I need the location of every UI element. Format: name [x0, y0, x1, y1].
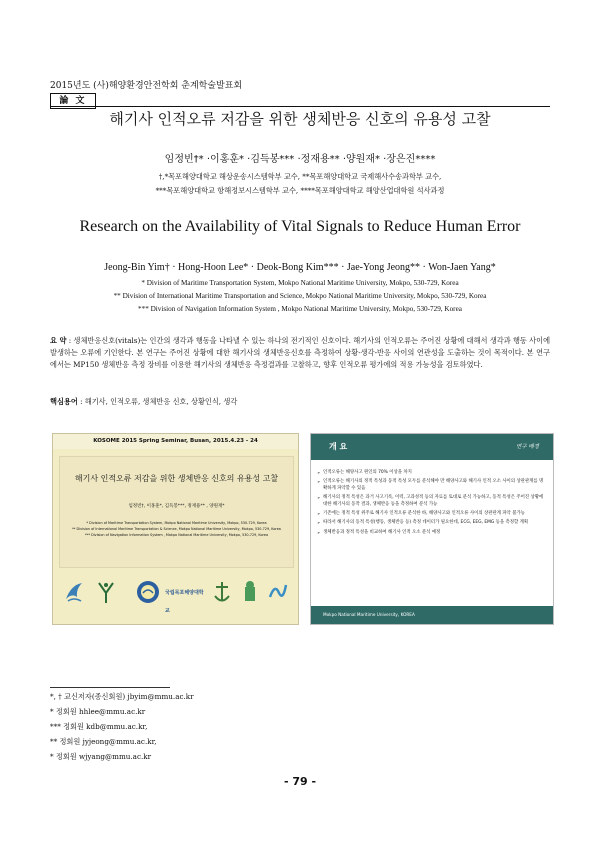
slide-affiliation: ** Division of International Maritime Transportation & Science, Mokpo National Maritime University, Mokpo, 530-729, Korea — [72, 527, 281, 531]
list-item: ➢ 생체반응과 정적 특성을 비교하여 해기사 인적 오소 분석 예정 — [317, 530, 545, 536]
slide-affiliation: * Division of Maritime Transportation System, Mokpo National Maritime University, Mokpo, 530-729, Korea — [86, 521, 267, 525]
footnote-rule — [50, 687, 170, 688]
english-affiliation: * Division of Maritime Transportation System, Mokpo National Maritime University, Mokpo, 530-729, Korea — [141, 279, 459, 287]
footnote: *** 정회원 kdb@mmu.ac.kr, — [50, 722, 148, 731]
footnote: ** 정회원 jyjeong@mmu.ac.kr, — [50, 737, 157, 746]
keywords-text: : 해기사, 인적오류, 생체반응 신호, 상황인식, 생각 — [80, 397, 238, 406]
slide-title: 해기사 인적오류 저감을 위한 생체반응 신호의 유용성 고찰 — [74, 474, 279, 483]
conference-name: 2015년도 (사)해양환경안전학회 춘계학술발표회 — [50, 81, 243, 91]
footnote: * 정회원 hhlee@mmu.ac.kr — [50, 707, 146, 716]
keywords — [50, 397, 237, 407]
mascot-logo-icon — [239, 579, 261, 605]
korean-authors: 임정빈†* ·이홍훈* ·김득봉*** ·정재용** ·양원재* ·장은진**** — [164, 154, 436, 165]
slide-header: KOSOME 2015 Spring Seminar, Busan, 2015.4.23 - 24 — [53, 434, 298, 449]
wave-logo-icon — [267, 579, 289, 605]
overview-slide-figure — [310, 433, 554, 625]
english-authors: Jeong-Bin Yim† · Hong-Hoon Lee* · Deok-Bong Kim*** · Jae-Yong Jeong** · Won-Jaen Yang* — [104, 262, 496, 273]
keywords-label: 핵심용어 — [50, 397, 78, 406]
list-item: ➢ 인적오류는 해양사고 원인의 70% 이상을 차지 — [317, 470, 545, 476]
slide-authors: 임정빈†, 이홍훈*, 김득봉***, 정재용** , 양원재* — [128, 504, 225, 509]
english-affiliation: *** Division of Navigation Information System , Mokpo National Maritime University, Mokpo, 530-729, Korea — [138, 305, 462, 313]
overview-slide-header — [311, 434, 553, 460]
slide-title-box — [59, 456, 294, 568]
article-type-tag: 論 文 — [50, 93, 96, 109]
abstract-text: : 생체반응신호(vitals)는 인간의 생각과 행동을 나타낼 수 있는 하나의 전기적인 신호이다. 해기사의 인적오류는 주어진 상황에 대해서 생각과 행동 사이에 발생하는 오류에 기인한다. 본 연구는 주어진 상황에 대한 해기사의 생체반응신호를 측정하여 상황-생각-반응 사이의 연관성을 도출하는 것이 목적이다. 본 연구에서는 MP150 생체반응 측정 장비를 이용한 해기사의 생체반응 측정결과를 고찰하고, 향후 인적오류 평가에의 적용 가능성을 검토하였다. — [50, 336, 551, 369]
title-slide-figure — [52, 433, 299, 625]
anchor-logo-icon — [211, 579, 233, 605]
page-number: - 79 - — [283, 775, 317, 788]
seagull-logo-icon — [63, 579, 85, 605]
list-item: ➢ 따라서 해기사의 동적 특성(행동, 생체반응 등) 측정 데이터가 필요한데, ECG, EEG, EMG 등을 측정할 계획 — [317, 520, 545, 526]
list-item: ➢ 인적오류는 해기사의 정적 특성과 동적 특성 모두를 분석해야 만 해양사고와 해기사 인적 오소 사이의 상관관계를 명확하게 파악할 수 있음 — [317, 479, 545, 492]
english-affiliation: ** Division of International Maritime Transportation and Science, Mokpo National Maritime University, Mokpo, 530-729, Korea — [113, 292, 487, 300]
crane-logo-icon — [95, 579, 117, 605]
abstract-label: 요 약 — [50, 336, 67, 345]
university-logo-text: 국립목포해양대학교 — [165, 590, 204, 614]
korean-title: 해기사 인적오류 저감을 위한 생체반응 신호의 유용성 고찰 — [109, 110, 491, 128]
english-title: Research on the Availability of Vital Signals to Reduce Human Error — [79, 218, 521, 235]
overview-slide-title: 개 요 — [329, 442, 348, 451]
overview-slide-footer-text: Mokpo National Maritime University, KOREA — [323, 612, 415, 617]
footnote: * 정회원 wjyang@mmu.ac.kr — [50, 752, 152, 761]
slide-affiliation: *** Division of Navigation Information System , Mokpo National Maritime University, Mokpo, 530-729, Korea — [84, 533, 269, 537]
overview-slide-subtitle: 연구 배경 — [515, 444, 539, 450]
header-rule — [50, 106, 550, 107]
university-emblem-icon — [135, 579, 161, 605]
korean-affiliation: †,*목포해양대학교 해상운송시스템학부 교수, **목포해양대학교 국제해사수송과학부 교수, — [158, 172, 442, 181]
list-item: ➢ 해기사의 정적 특성은 과거 사고기록, 이력, 고과성적 등의 자료를 토대로 분석 가능하고, 동적 특성은 주어진 상황에 대한 해기사의 동작 결과, 생체반응 등을 측정하여 분석 가능 — [317, 495, 545, 508]
overview-slide-footer — [311, 606, 553, 624]
abstract — [50, 335, 550, 371]
overview-bullet-list — [317, 470, 545, 539]
footnote: *, † 교신저자(종신회원) jbyim@mmu.ac.kr — [50, 692, 194, 701]
list-item: ➢ 기존에는 정적 특성 위주로 해기사 인적오류 분석한 바, 해양사고와 인적오류 사이의 상관관계 파악 불가능 — [317, 511, 545, 517]
korean-affiliation: ***목포해양대학교 항해정보시스템학부 교수, ****목포해양대학교 해양산업대학원 석사과정 — [155, 186, 445, 195]
